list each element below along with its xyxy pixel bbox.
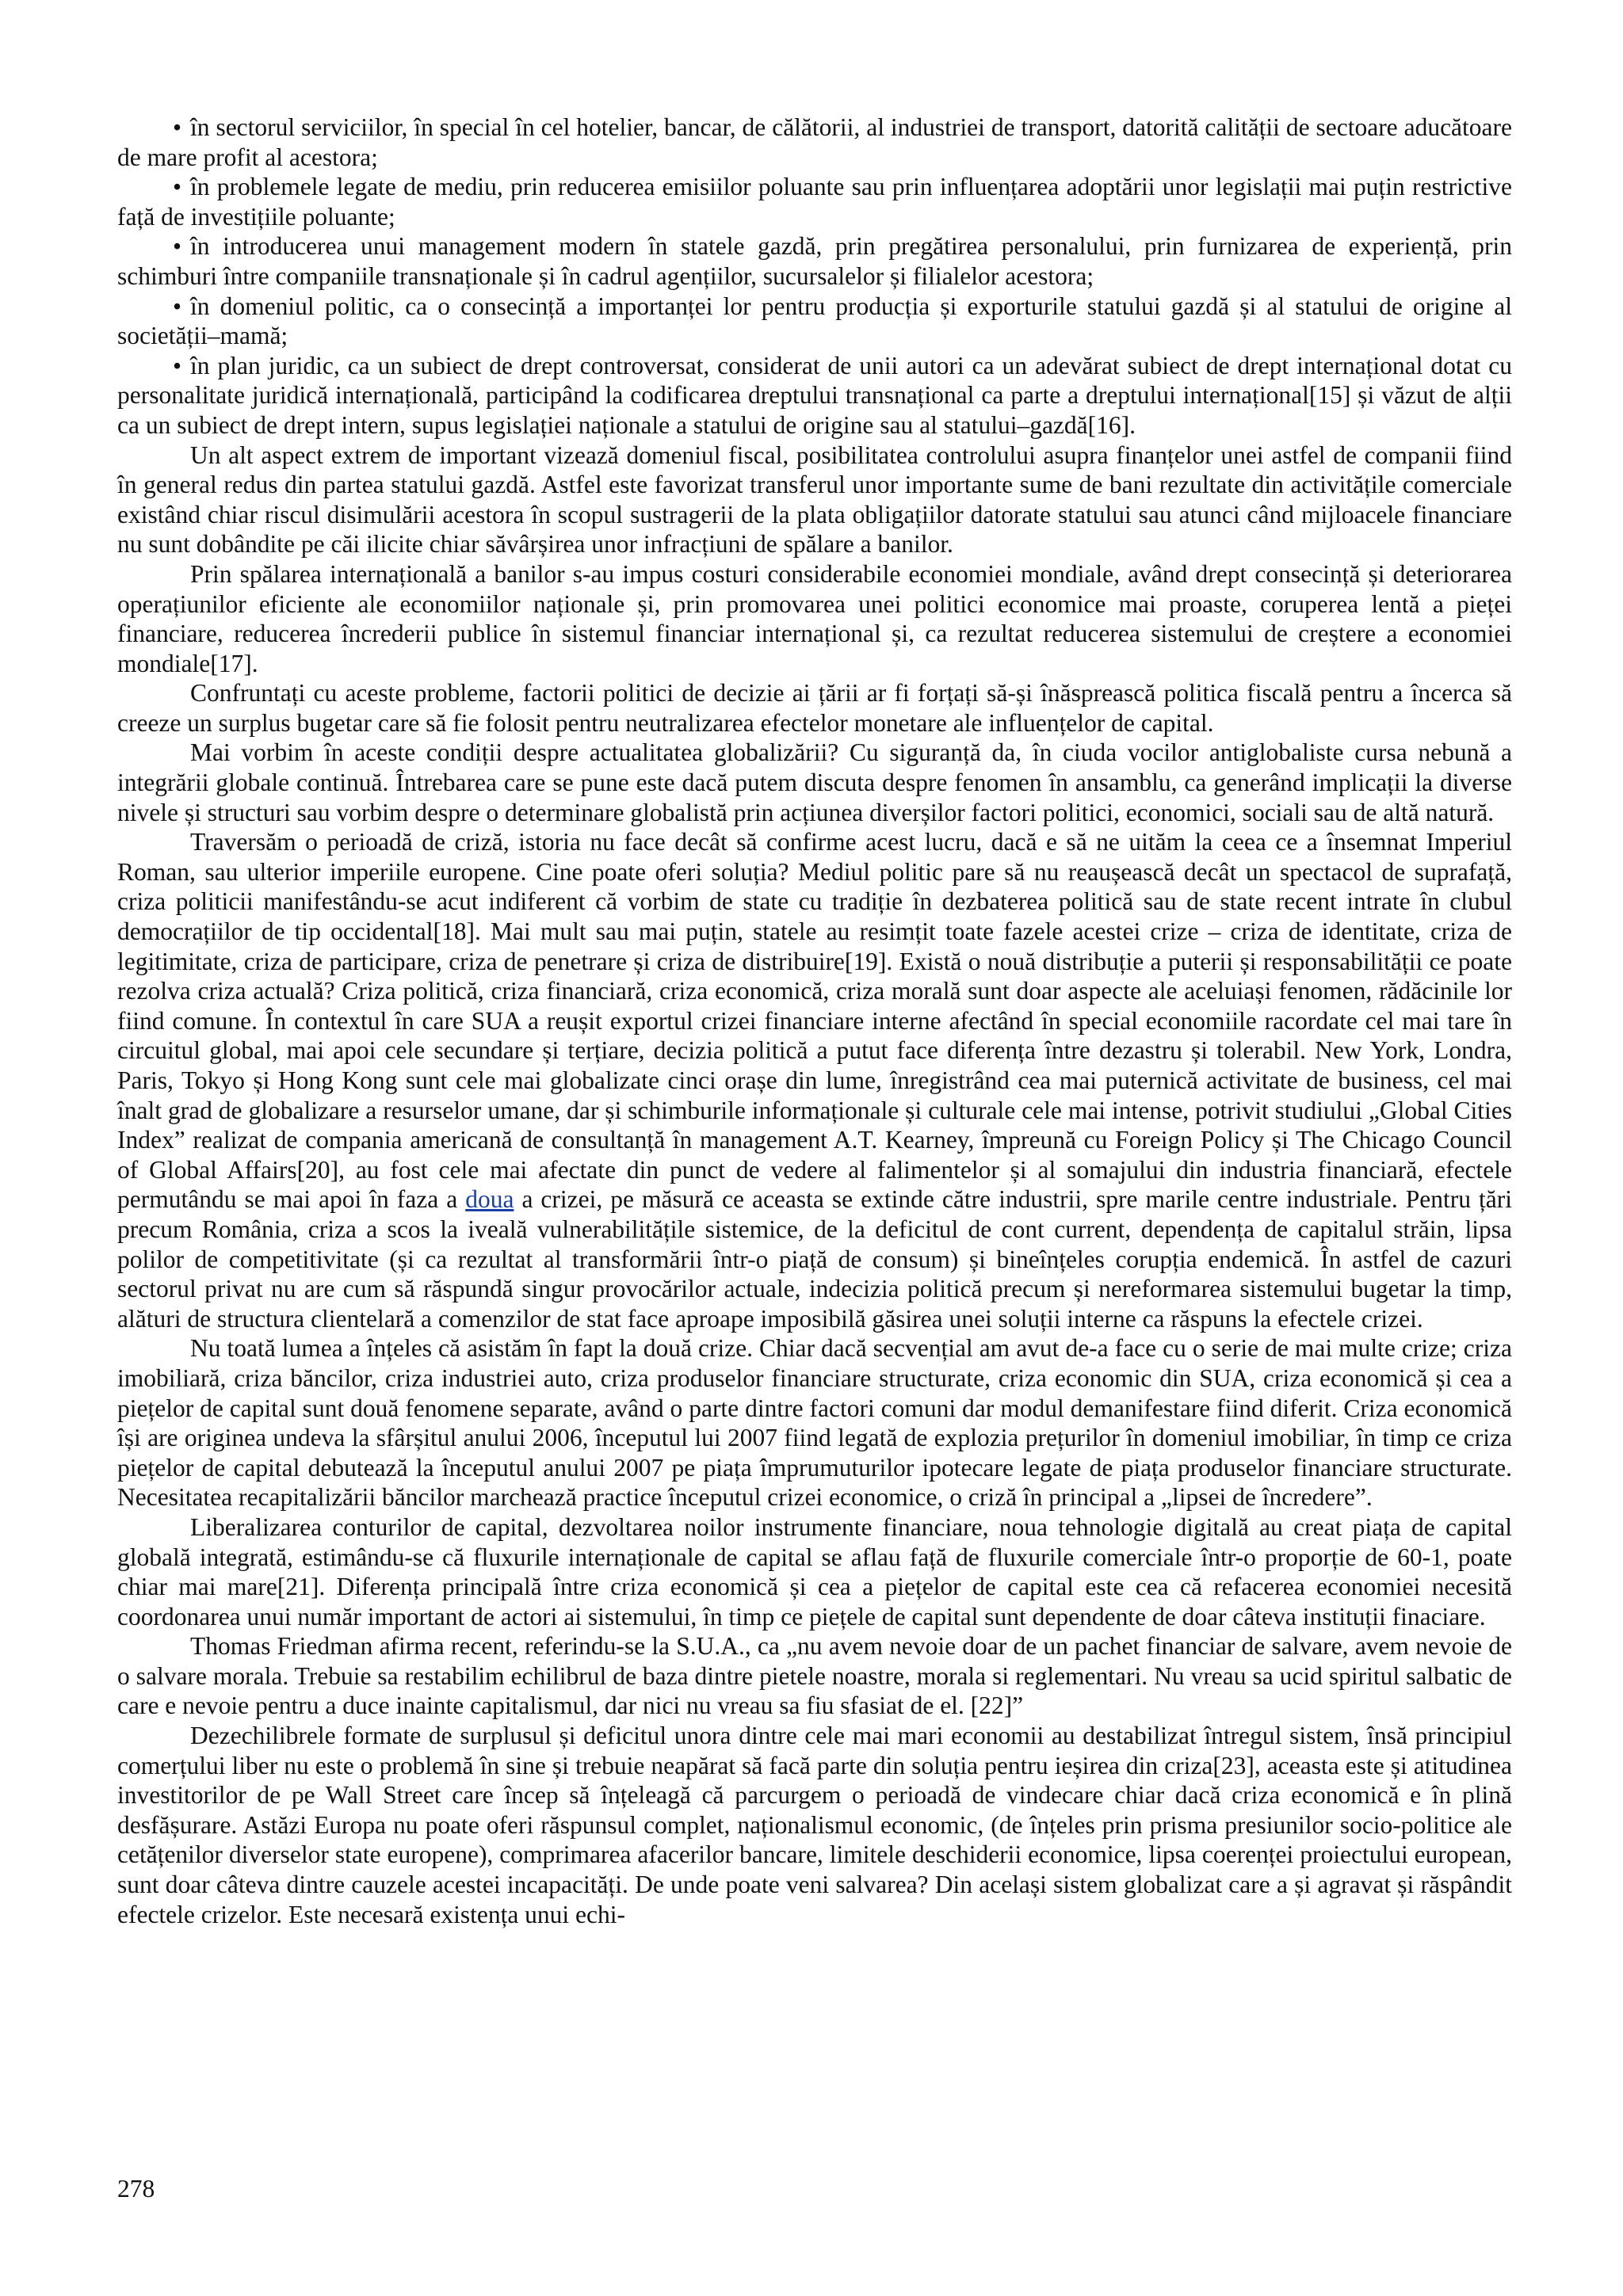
- paragraph-crisis: [117, 827, 1512, 1333]
- paragraph-crisis-text: Traversăm o perioadă de criză, istoria nu face decât să confirme acest lucru, dacă e să ne uităm la ceea ce a însemnat Imperiul Roman, sau ulterior imperiile europene. Cine poate oferi soluția? Mediul politic pare să nu reaușească decât un spectacol de suprafață, criza politicii manifestându-se acut indiferent că vorbim de state cu tradiție în dezbaterea politică sau de state recent intrate în clubul democrațiilor de tip occidental[18]. Mai mult sau mai puțin, statele au resimțit toate fazele acestei crize – criza de identitate, criza de legitimitate, criza de participare, criza de penetrare și criza de distribuire[19]. Există o nouă distribuție a puterii și responsabilității ce poate rezolva criza actuală? Criza politică, criza financiară, criza economică, criza morală sunt doar aspecte ale aceluiași fenomen, rădăcinile lor fiind comune. În contextul în care SUA a reușit exportul crizei financiare interne afectând în special economiile racordate cel mai tare în circuitul global, mai apoi cele secundare și terțiare, decizia politică a putut face diferența între dezastru și tolerabil. New York, Londra, Paris, Tokyo și Hong Kong sunt cele mai globalizate cinci orașe din lume, înregistrând cea mai puternică activitate de business, cel mai înalt grad de globalizare a resurselor umane, dar și schimburile informaționale și culturale cele mai intense, potrivit studiului „Global Cities Index” realizat de compania americană de consultanță în management A.T. Kearney, împreună cu Foreign Policy și The Chicago Council of Global Affairs[20], au fost cele mai afectate din punct de vedere al falimentelor și al somajului din industria financiară, efectele permutându se mai apoi în faza a: [117, 828, 1512, 1214]
- bullet-item: [117, 113, 1512, 172]
- document-body: [117, 113, 1512, 1929]
- paragraph-globalization: Mai vorbim în aceste condiții despre actualitatea globalizării? Cu siguranță da, în ciuda vocilor antiglobaliste cursa nebună a integrării globale continuă. Întrebarea care se pune este dacă putem discuta despre fenomen în ansamblu, ca generând implicații la diverse nivele și structuri sau vorbim despre o determinare globalistă prin acțiunea diverșilor factori politici, economici, sociali sau de altă natură.: [117, 738, 1512, 826]
- paragraph-fiscal-policy: Confruntați cu aceste probleme, factorii politici de decizie ai țării ar fi forțați să-și înăsprească politica fiscală pentru a încerca să creeze un surplus bugetar care să fie folosit pentru neutralizarea efectelor monetare ale influențelor de capital.: [117, 679, 1512, 737]
- bullet-dot: •: [173, 173, 182, 201]
- paragraph-money-laundering: Prin spălarea internațională a banilor s-au impus costuri considerabile economiei mondiale, având drept consecință și deteriorarea operațiunilor eficiente ale economiilor naționale și, prin promovarea unei politici economice mai proaste, coruperea lentă a pieței financiare, reducerea încrederii publice în sistemul financiar internațional și, ca rezultat reducerea sistemului de creștere a economiei mondiale[17].: [117, 559, 1512, 677]
- bullet-text: în introducerea unui management modern în statele gazdă, prin pregătirea personalului, prin furnizarea de experiență, prin schimburi între companiile transnaționale și în cadrul agențiilor, sucursalelor și filialelor acestora;: [117, 232, 1512, 290]
- bullet-item: [117, 172, 1512, 231]
- bullet-text: în sectorul serviciilor, în special în cel hotelier, bancar, de călătorii, al industriei de transport, datorită calității de sectoare aducătoare de mare profit al acestora;: [117, 113, 1512, 171]
- bullet-dot: •: [173, 113, 182, 141]
- doua-link[interactable]: doua: [465, 1185, 514, 1214]
- bullet-item: [117, 292, 1512, 351]
- paragraph-imbalances: Dezechilibrele formate de surplusul și deficitul unora dintre cele mai mari economii au destabilizat întregul sistem, însă principiul comerțului liber nu este o problemă în sine și trebuie neapărat să facă parte din soluția pentru ieșirea din criza[23], aceasta este și atitudinea investitorilor de pe Wall Street care încep să înțeleagă că parcurgem o perioadă de vindecare chiar dacă criza economică e în plină desfășurare. Astăzi Europa nu poate oferi răspunsul complet, naționalismul economic, (de înțeles prin prisma presiunilor socio-politice ale cetățenilor diverselor state europene), comprimarea afacerilor bancare, limitele deschiderii economice, lipsa coerenței proiectului european, sunt doar câteva dintre cauzele acestei incapacități. De unde poate veni salvarea? Din același sistem globalizat care a și agravat și răspândit efectele crizelor. Este necesară existența unui echi-: [117, 1722, 1512, 1928]
- bullet-text: în plan juridic, ca un subiect de drept controversat, considerat de unii autori ca un adevărat subiect de drept internațional dotat cu personalitate juridică internațională, participând la codificarea dreptului transnațional ca parte a dreptului internațional[15] și văzut de alții ca un subiect de drept intern, supus legislației naționale a statului de origine sau al statului–gazdă[16].: [117, 351, 1512, 439]
- bullet-dot: •: [173, 351, 182, 379]
- bullet-item: [117, 351, 1512, 441]
- paragraph-fiscal: Un alt aspect extrem de important vizează domeniul fiscal, posibilitatea controlului asupra finanțelor unei astfel de companii fiind în general redus din partea statului gazdă. Astfel este favorizat transferul unor importante sume de bani rezultate din activitățile comerciale existând chiar riscul disimulării acestora în scopul sustragerii de la plata obligațiilor datorate statului sau atunci când mijloacele financiare nu sunt dobândite pe căi ilicite chiar săvârșirea unor infracțiuni de spălare a banilor.: [117, 441, 1512, 559]
- bullet-text: în problemele legate de mediu, prin reducerea emisiilor poluante sau prin influențarea adoptării unor legislații mai puțin restrictive față de investițiile poluante;: [117, 173, 1512, 231]
- paragraph-liberalization: Liberalizarea conturilor de capital, dezvoltarea noilor instrumente financiare, noua tehnologie digitală au creat piața de capital globală integrată, estimându-se că fluxurile internaționale de capital se aflau față de fluxurile comerciale într-o proporție de 60-1, poate chiar mai mare[21]. Diferența principală între criza economică și cea a piețelor de capital este cea că refacerea economiei necesită coordonarea unui număr important de actori ai sistemului, în timp ce piețele de capital sunt dependente de doar câteva instituții finaciare.: [117, 1512, 1512, 1630]
- paragraph-friedman-quote: Thomas Friedman afirma recent, referindu-se la S.U.A., ca „nu avem nevoie doar de un pachet financiar de salvare, avem nevoie de o salvare morala. Trebuie sa restabilim echilibrul de baza dintre pietele noastre, morala si reglementari. Nu vreau sa ucid spiritul salbatic de care e nevoie pentru a duce inainte capitalismul, dar nici nu vreau sa fiu sfasiat de el. [22]”: [117, 1632, 1512, 1720]
- paragraph-two-crises: Nu toată lumea a înțeles că asistăm în fapt la două crize. Chiar dacă secvențial am avut de-a face cu o serie de mai multe crize; criza imobiliară, criza băncilor, criza industriei auto, criza produselor financiare structurate, criza economic din SUA, criza economică și cea a piețelor de capital sunt două fenomene separate, având o parte dintre factori comuni dar modul demanifestare fiind diferit. Criza economică își are originea undeva la sfârșitul anului 2006, începutul lui 2007 fiind legată de explozia prețurilor în domeniul imobiliar, în timp ce criza piețelor de capital debutează la începutul anului 2007 pe piața împrumuturilor ipotecare legate de piața produselor financiare structurate. Necesitatea recapitalizării băncilor marchează practice începutul crizei economice, o criză în principal a „lipsei de încredere”.: [117, 1334, 1512, 1512]
- bullet-item: [117, 231, 1512, 291]
- paragraph-crisis-text-continued: a crizei, pe măsură ce aceasta se extinde către industrii, spre marile centre industriale. Pentru țări precum România, criza a scos la iveală vulnerabilitățile sistemice, de la deficitul de cont current, dependența de capitalul străin, lipsa polilor de competitivitate (și ca rezultat al transformării într-o piață de consum) și bineînțeles corupția endemică. În astfel de cazuri sectorul privat nu are cum să răspundă singur provocărilor actuale, indecizia politică precum și nereformarea sistemului bugetar la timp, alături de structura clientelară a comenzilor de stat face aproape imposibilă găsirea unei soluții interne ca răspuns la efectele crizei.: [117, 1185, 1512, 1333]
- bullet-text: în domeniul politic, ca o consecință a importanței lor pentru producția și exporturile statului gazdă și al statului de origine al societății–mamă;: [117, 292, 1512, 350]
- bullet-dot: •: [173, 232, 182, 261]
- page-number: 278: [117, 2175, 155, 2203]
- bullet-dot: •: [173, 292, 182, 320]
